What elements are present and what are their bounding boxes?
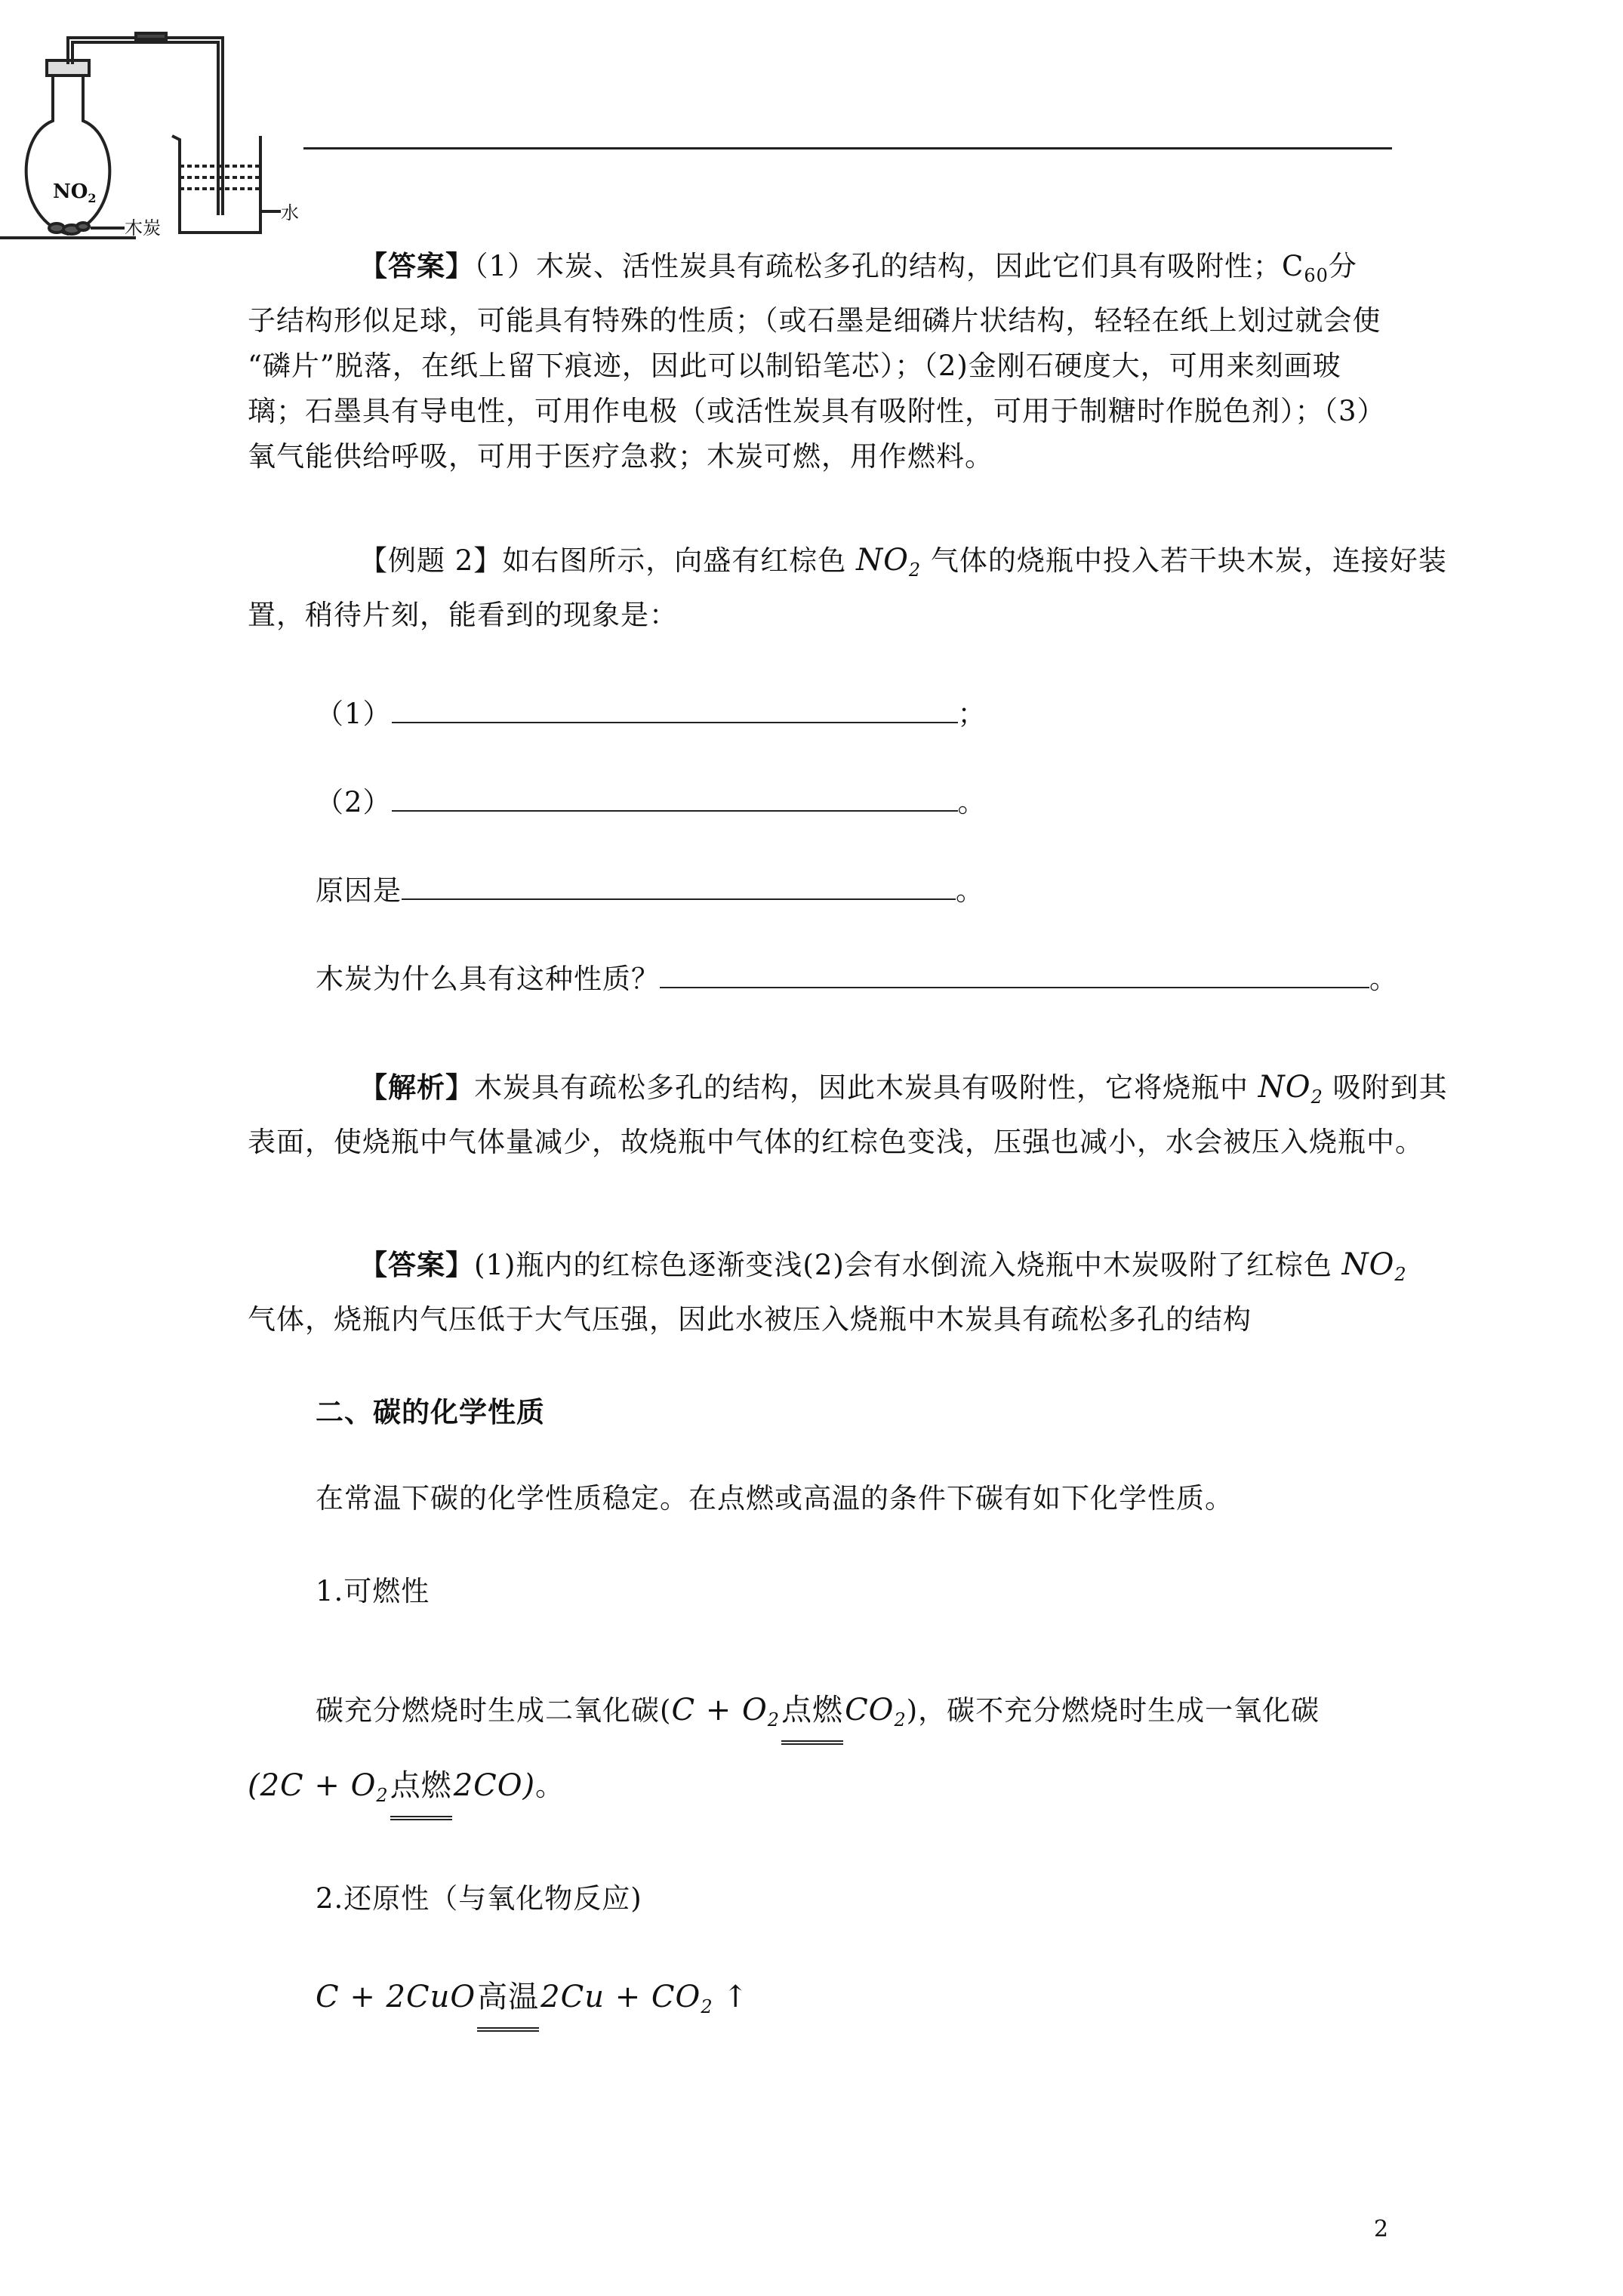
answer1-line1b: 分	[1328, 250, 1357, 282]
reason-row: 原因是 。	[316, 868, 984, 914]
flask-label-sub: 2	[88, 191, 97, 205]
combustion-line1: 碳充分燃烧时生成二氧化碳($C + O_2$点燃$CO_2$)，碳不充分燃烧时生成一氧化碳	[316, 1687, 1320, 1745]
blank2-line[interactable]	[392, 783, 958, 812]
no2-formula-3: $NO_2$	[1341, 1247, 1407, 1285]
answer1-line1a: （1）木炭、活性炭具有疏松多孔的结构，因此它们具有吸附性；C	[474, 250, 1304, 282]
no2-formula-2: $NO_2$	[1258, 1070, 1323, 1108]
reason-line[interactable]	[402, 871, 956, 900]
no2-formula-1: $NO_2$	[856, 543, 922, 581]
apparatus-figure	[0, 30, 317, 257]
eq-reduction: C + 2CuO高温$2Cu + CO_2$	[316, 1980, 713, 2014]
section2-sub2: 2.还原性（与氧化物反应)	[316, 1882, 642, 1915]
answer2-line1: (1)瓶内的红棕色逐渐变浅(2)会有水倒流入烧瓶中木炭吸附了红棕色	[474, 1249, 1332, 1281]
header-rule	[303, 147, 1392, 149]
why-row: 木炭为什么具有这种性质？ 。	[316, 957, 1398, 1002]
answer2-tag: 【答案】	[359, 1248, 474, 1281]
example2-paragraph	[248, 538, 1447, 638]
eq-incomplete-combustion: ($2C + O_2$点燃2CO)	[248, 1768, 535, 1803]
svg-text:NO2	[53, 180, 97, 205]
why-label: 木炭为什么具有这种性质？	[316, 963, 660, 995]
analysis-paragraph	[248, 1065, 1448, 1165]
example2-line2: 置，稍待片刻，能看到的现象是：	[248, 599, 678, 631]
analysis-line2: 表面，使烧瓶中气体量减少，故烧瓶中气体的红棕色变浅，压强也减小，水会被压入烧瓶中。	[248, 1126, 1424, 1158]
answer2-line2: 气体，烧瓶内气压低于大气压强，因此水被压入烧瓶中木炭具有疏松多孔的结构	[248, 1303, 1252, 1336]
blank1-line[interactable]	[392, 695, 958, 723]
answer1-line4: 璃；石墨具有导电性，可用作电极（或活性炭具有吸附性，可用于制糖时作脱色剂）；（3）	[248, 395, 1386, 427]
example2-line1a: 如右图所示，向盛有红棕色	[502, 544, 847, 577]
flask-label: NO	[53, 180, 88, 203]
analysis-tag: 【解析】	[359, 1071, 474, 1104]
answer2-paragraph	[248, 1242, 1407, 1342]
eq-complete-combustion: $C + O_2$点燃$CO_2$	[671, 1693, 906, 1727]
blank2-label: （2）	[316, 786, 392, 818]
section2-heading: 二、碳的化学性质	[316, 1395, 545, 1428]
reason-label: 原因是	[316, 874, 402, 907]
reduction-equation-line	[316, 1974, 749, 2032]
gas-arrow-icon: ↑	[722, 1980, 749, 2014]
blank2-row: （2） 。	[316, 780, 987, 825]
page-number: 2	[1374, 2216, 1389, 2242]
answer1-line2: 子结构形似足球，可能具有特殊的性质；（或石墨是细磷片状结构，轻轻在纸上划过就会使	[248, 304, 1381, 337]
example2-tag: 【例题 2】	[359, 544, 503, 577]
blank1-row: （1） ；	[316, 692, 987, 737]
charcoal-label: 木炭	[125, 217, 161, 239]
analysis-line1b: 吸附到其	[1332, 1071, 1448, 1104]
combustion-line2: ($2C + O_2$点燃2CO)。	[248, 1763, 564, 1820]
answer1-paragraph	[248, 243, 1395, 479]
answer1-tag: 【答案】	[359, 249, 474, 282]
blank1-label: （1）	[316, 698, 392, 730]
section2-sub1: 1.可燃性	[316, 1575, 430, 1607]
why-line[interactable]	[660, 960, 1369, 988]
answer1-line5: 氧气能供给呼吸，可用于医疗急救；木炭可燃，用作燃料。	[248, 440, 993, 473]
section2-intro: 在常温下碳的化学性质稳定。在点燃或高温的条件下碳有如下化学性质。	[316, 1482, 1233, 1515]
answer1-line1-sub: 60	[1304, 265, 1329, 286]
example2-line1b: 气体的烧瓶中投入若干块木炭，连接好装	[930, 544, 1447, 577]
answer1-line3: “磷片”脱落，在纸上留下痕迹，因此可以制铅笔芯）；（2)金刚石硬度大，可用来刻画玻	[248, 350, 1341, 382]
water-label: 水	[281, 202, 299, 223]
analysis-line1a: 木炭具有疏松多孔的结构，因此木炭具有吸附性，它将烧瓶中	[474, 1071, 1249, 1104]
